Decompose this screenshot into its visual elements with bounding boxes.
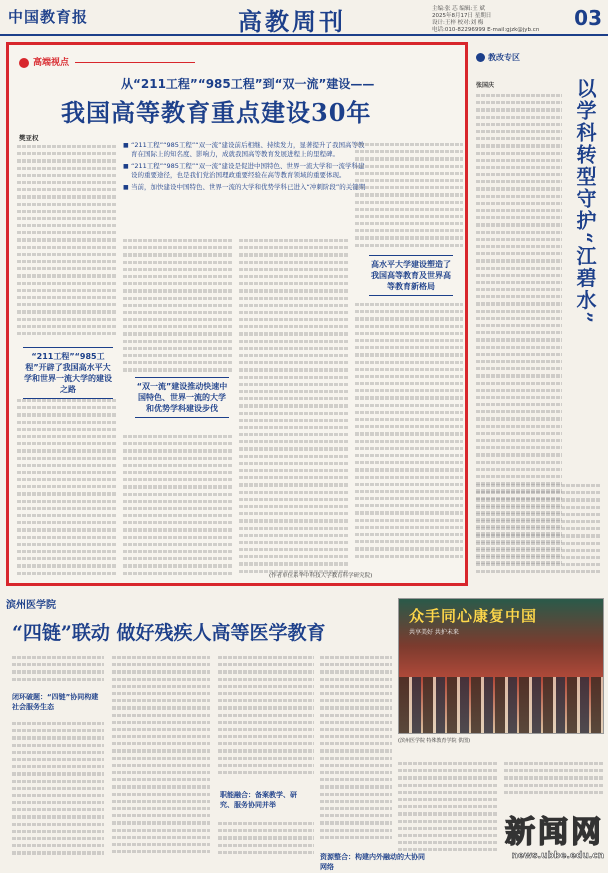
bottom-body-column xyxy=(504,760,604,800)
photo-people xyxy=(399,677,603,733)
side-article xyxy=(476,42,604,586)
bottom-body-column xyxy=(12,654,104,684)
subhead: 高水平大学建设塑造了我国高等教育及世界高等教育新格局 xyxy=(369,255,453,296)
side-section-tag: 教改专区 xyxy=(476,52,520,63)
bottom-body-column xyxy=(398,760,498,860)
side-byline: 张国庆 xyxy=(476,82,495,89)
bottom-body-column xyxy=(320,654,392,846)
summary-point: ■ “211工程”“985工程”“双一流”建设前后相继、持续发力，显著提升了我国高等教育在国际上的知名度、影响力，成就我国高等教育发展进程上的里程碑。 xyxy=(123,141,369,159)
subhead: “211工程”“985工程”开辟了我国高水平大学和世界一流大学的建设之路 xyxy=(23,347,113,399)
bottom-body-column xyxy=(12,720,104,860)
bottom-section-tag: 滨州医学院 xyxy=(6,600,56,611)
bottom-subhead: 资源整合：构建内外融动的大协同网络 xyxy=(320,853,425,871)
body-column xyxy=(17,143,117,343)
event-photo xyxy=(398,598,604,734)
bottom-body-column xyxy=(218,654,314,784)
info-line: 电话:010-82296999 E-mail:gjzk@jyb.cn xyxy=(432,27,540,33)
photo-banner-text: 众手同心康复中国 xyxy=(409,607,538,625)
side-body-column xyxy=(476,482,600,578)
article-headline: 我国高等教育重点建设30年 xyxy=(61,98,372,127)
watermark-brand: 新闻网 xyxy=(505,815,604,850)
bottom-subhead: 闭环破题：“四链”协同构建社会服务生态 xyxy=(12,693,99,711)
edition-info xyxy=(432,6,562,34)
side-headline: 以学科转型守护“江碧水” xyxy=(573,78,597,326)
watermark-url: news.ubbe.edu.cn xyxy=(511,851,604,861)
newspaper-logo: 中国教育报 xyxy=(8,8,89,26)
info-line: 主编:张 芯 编辑:王 斌 xyxy=(432,6,485,12)
article-byline: 樊亚权 xyxy=(19,134,39,142)
body-column xyxy=(123,433,233,583)
body-column xyxy=(355,141,463,253)
article-summary xyxy=(123,141,369,195)
tag-dot-icon xyxy=(19,58,29,68)
body-column xyxy=(123,237,233,377)
info-line: 2025年8月17日 星期日 xyxy=(432,13,492,19)
info-line: 设计:王梓 校对:刘 梅 xyxy=(432,20,484,26)
author-affiliation: (作者单位系华中科技大学教育科学研究院) xyxy=(269,573,373,579)
summary-point: ■ 当前，加快建设中国特色、世界一流的大学和优势学科已进入“冲刺阶段”的关键期 xyxy=(123,183,369,192)
photo-caption: (滨州医学院 特殊教育学院 供图) xyxy=(398,738,471,744)
section-title: 高教周刊 xyxy=(238,7,346,36)
body-column xyxy=(17,397,117,583)
section-tag: 高端视点 xyxy=(19,55,195,68)
masthead xyxy=(0,0,608,36)
subhead: “双一流”建设推动快速中国特色、世界一流的大学和优势学科建设步伐 xyxy=(135,377,229,418)
bottom-body-column xyxy=(112,654,210,860)
site-watermark xyxy=(505,807,604,861)
bottom-subhead: 职能融合：备案教学、研究、服务协同并举 xyxy=(220,791,297,809)
photo-banner-subtext: 共享美好 共护未来 xyxy=(409,629,459,636)
page-number: 03 xyxy=(574,6,602,30)
article-kicker: 从“211工程”“985工程”到“双一流”建设—— xyxy=(121,77,375,91)
body-column xyxy=(355,301,463,567)
bottom-body-column xyxy=(218,820,314,860)
body-column xyxy=(239,237,349,583)
summary-point: ■ “211工程”“985工程”“双一流”建设是促进中国特色、世界一流大学和一流学科建设的重要途径，也是我们党治国理政重要经验在高等教育领域的重要体现。 xyxy=(123,162,369,180)
tag-dot-icon xyxy=(476,53,485,62)
bottom-headline: “四链”联动 做好残疾人高等医学教育 xyxy=(12,622,326,644)
lead-article xyxy=(6,42,468,586)
